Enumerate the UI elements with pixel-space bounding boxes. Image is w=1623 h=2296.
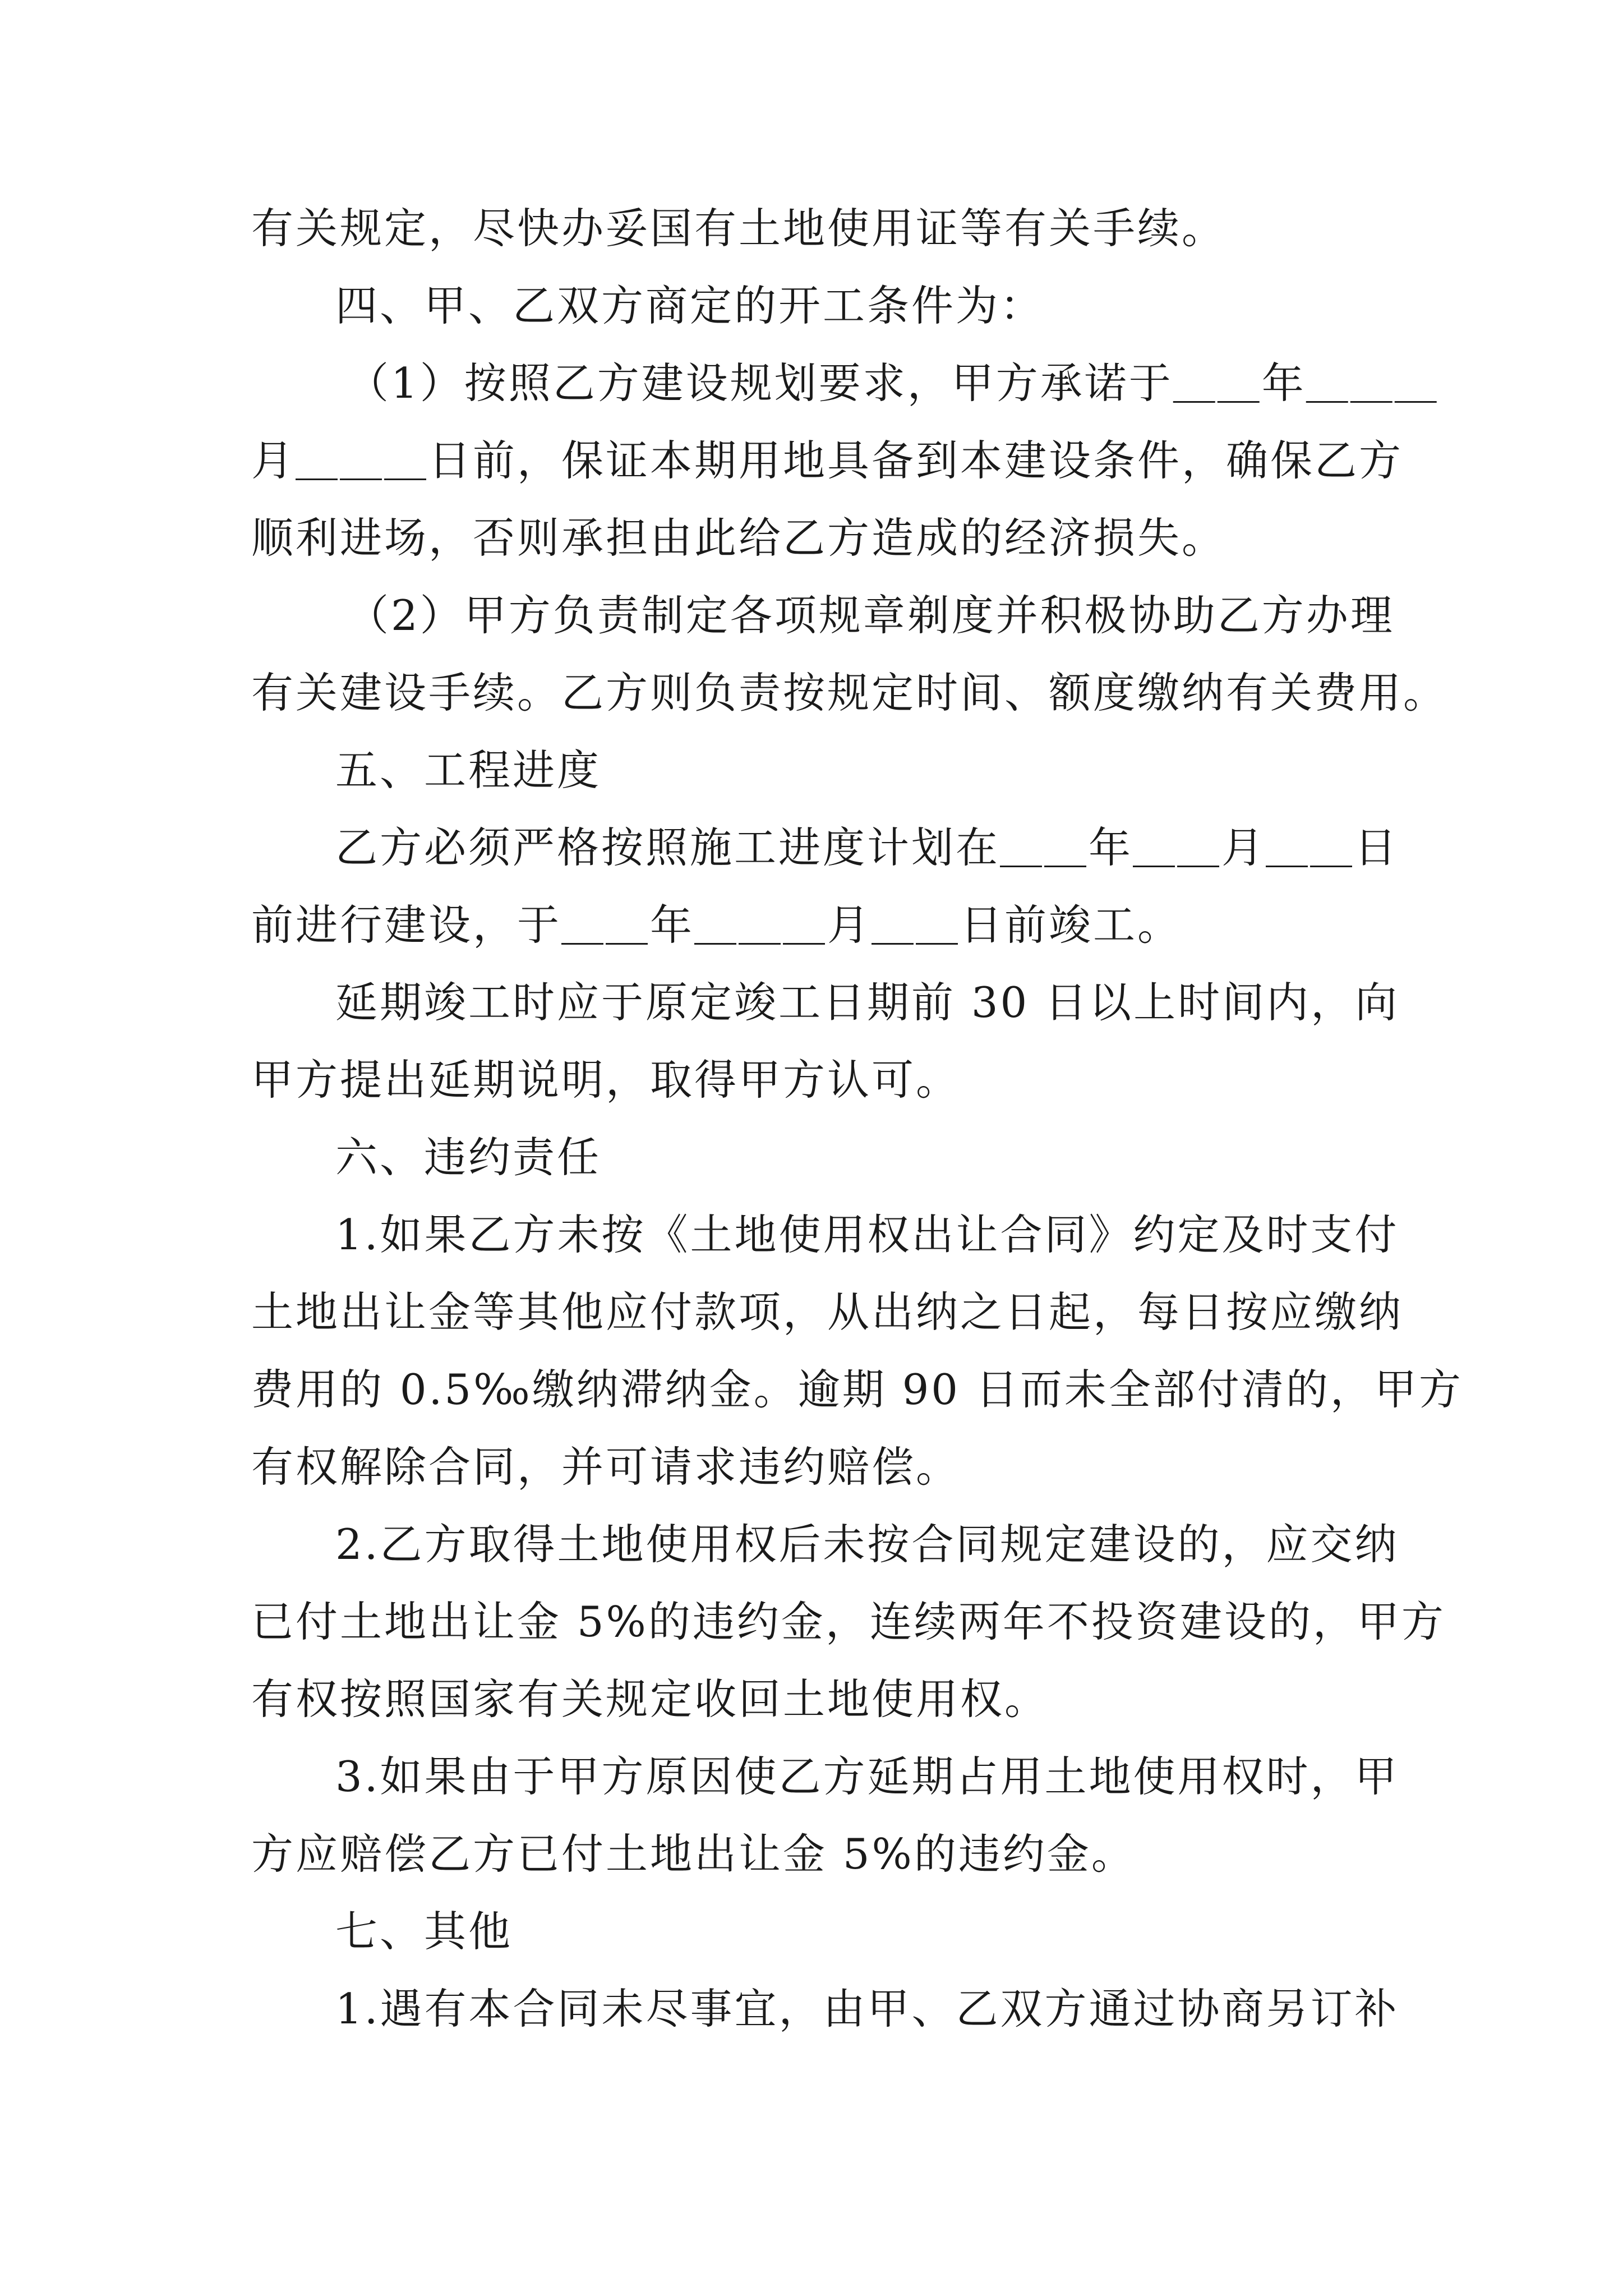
section-heading-other: 七、其他 bbox=[335, 1907, 513, 1956]
paragraph-line: 费用的 0.5‰缴纳滞纳金。逾期 90 日而未全部付清的，甲方 bbox=[251, 1365, 1463, 1414]
paragraph-line: 有权解除合同，并可请求违约赔偿。 bbox=[251, 1442, 961, 1492]
paragraph-line: 方应赔偿乙方已付土地出让金 5%的违约金。 bbox=[251, 1829, 1136, 1879]
paragraph-line: 有关建设手续。乙方则负责按规定时间、额度缴纳有关费用。 bbox=[251, 668, 1448, 717]
paragraph-line: 甲方提出延期说明，取得甲方认可。 bbox=[251, 1055, 961, 1105]
paragraph-line: 月＿＿＿日前，保证本期用地具备到本建设条件，确保乙方 bbox=[251, 436, 1404, 485]
paragraph-line: 3.如果由于甲方原因使乙方延期占用土地使用权时，甲 bbox=[335, 1752, 1399, 1801]
paragraph-line: 有权按照国家有关规定收回土地使用权。 bbox=[251, 1674, 1049, 1724]
section-heading-liability: 六、违约责任 bbox=[335, 1133, 602, 1182]
document-body bbox=[251, 190, 1463, 2047]
paragraph-line: 2.乙方取得土地使用权后未按合同规定建设的，应交纳 bbox=[335, 1520, 1399, 1569]
section-heading-progress: 五、工程进度 bbox=[335, 746, 602, 795]
paragraph-line: （2）甲方负责制定各项规章剃度并积极协助乙方办理 bbox=[347, 591, 1395, 640]
paragraph-line: 1.遇有本合同未尽事宜，由甲、乙双方通过协商另订补 bbox=[335, 1984, 1399, 2033]
paragraph-line: 已付土地出让金 5%的违约金，连续两年不投资建设的，甲方 bbox=[251, 1597, 1446, 1646]
paragraph-line: 有关规定，尽快办妥国有土地使用证等有关手续。 bbox=[251, 204, 1227, 253]
section-heading-start-conditions: 四、甲、乙双方商定的开工条件为： bbox=[335, 281, 1045, 330]
paragraph-line: 1.如果乙方未按《土地使用权出让合同》约定及时支付 bbox=[335, 1210, 1399, 1259]
paragraph-line: 乙方必须严格按照施工进度计划在＿＿年＿＿月＿＿日 bbox=[335, 823, 1399, 872]
paragraph-line: 顺利进场，否则承担由此给乙方造成的经济损失。 bbox=[251, 513, 1227, 563]
paragraph-line: 前进行建设，于＿＿年＿＿＿月＿＿日前竣工。 bbox=[251, 900, 1182, 950]
paragraph-line: 土地出让金等其他应付款项，从出纳之日起，每日按应缴纳 bbox=[251, 1287, 1404, 1337]
paragraph-line: （1）按照乙方建设规划要求，甲方承诺于＿＿年＿＿＿ bbox=[347, 358, 1439, 408]
paragraph-line: 延期竣工时应于原定竣工日期前 30 日以上时间内，向 bbox=[335, 978, 1400, 1027]
